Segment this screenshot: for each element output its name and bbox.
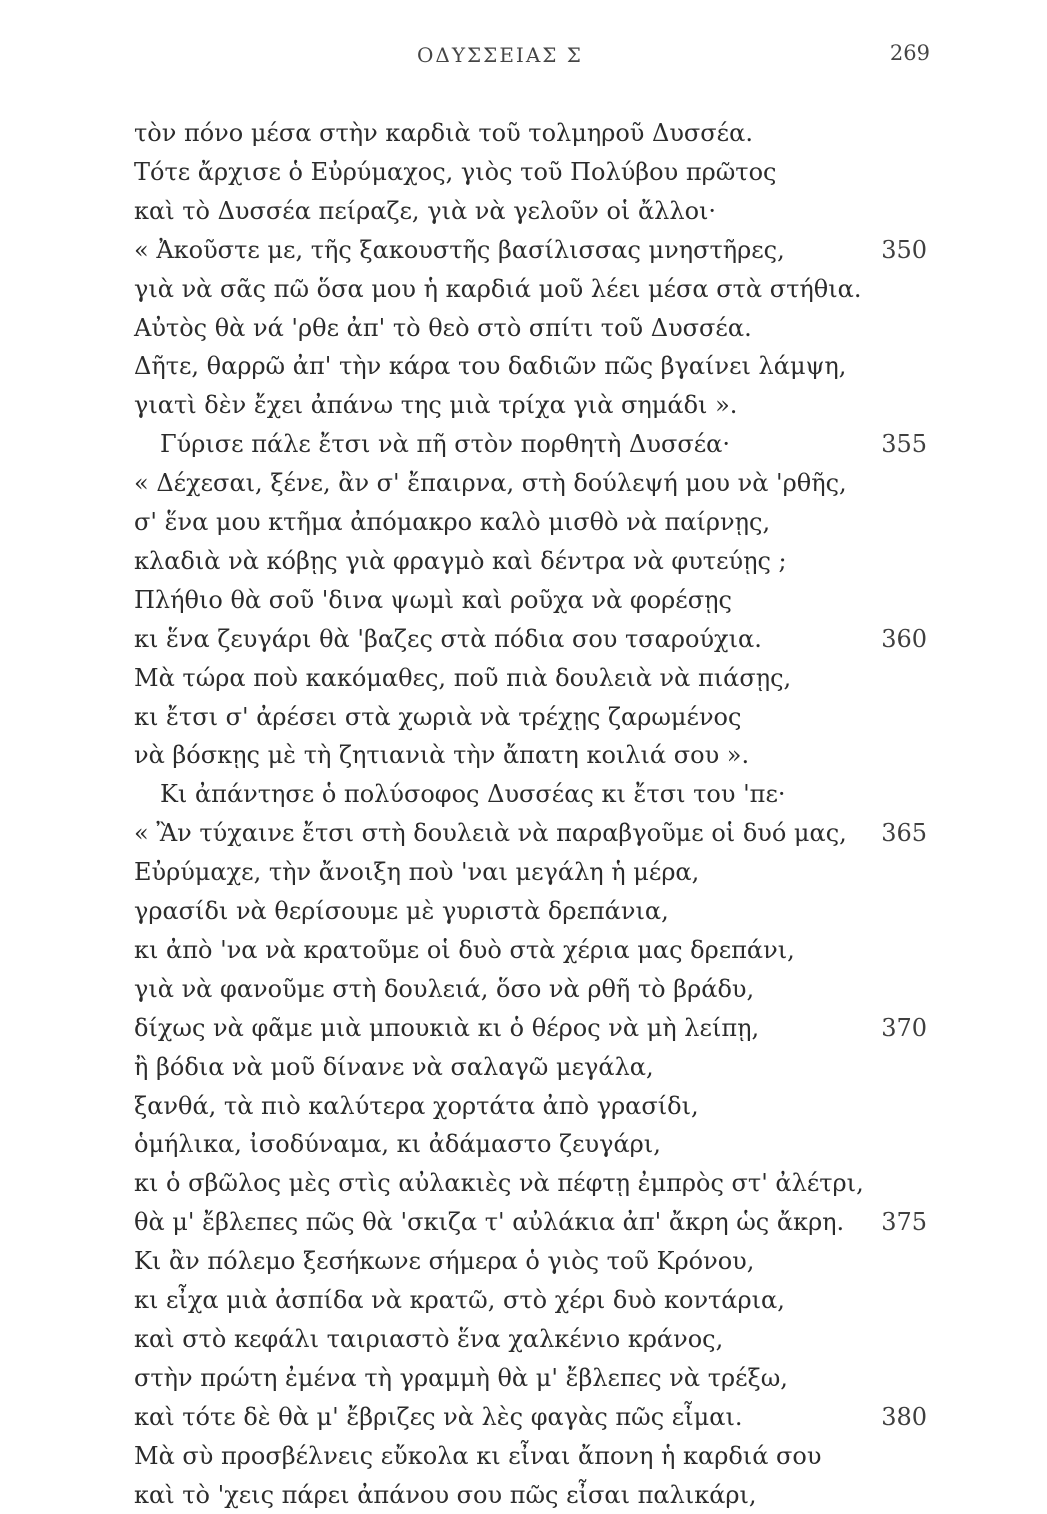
verse-text: γιατὶ δὲν ἔχει ἀπάνω της μιὰ τρίχα γιὰ σημάδι ». bbox=[134, 391, 738, 420]
verse-text: καὶ τότε δὲ θὰ μ' ἔβριζες νὰ λὲς φαγὰς πῶς εἶμαι. bbox=[134, 1402, 743, 1431]
verse-line bbox=[0, 311, 1047, 347]
verse-text: σ' ἕνα μου κτῆμα ἀπόμακρο καλὸ μισθὸ νὰ παίρνῃς, bbox=[134, 508, 771, 536]
verse-text: Γύρισε πάλε ἔτσι νὰ πῆ στὸν πορθητὴ Δυσσέα· bbox=[160, 430, 730, 459]
verse-text: « Ἀκοῦστε με, τῆς ξακουστῆς βασίλισσας μνηστῆρες, bbox=[134, 235, 785, 264]
verse-line bbox=[0, 894, 1047, 930]
verse-line bbox=[0, 855, 1047, 891]
verse-line bbox=[0, 1322, 1047, 1358]
verse-line bbox=[0, 155, 1047, 191]
page-number: 269 bbox=[889, 41, 930, 65]
verse-text: γρασίδι νὰ θερίσουμε μὲ γυριστὰ δρεπάνια, bbox=[134, 897, 669, 925]
verse-text: καὶ τὸ 'χεις πάρει ἀπάνου σου πῶς εἶσαι παλικάρι, bbox=[134, 1480, 757, 1509]
verse-line bbox=[0, 466, 1047, 502]
verse-line bbox=[0, 194, 1047, 230]
verse-text: καὶ τὸ Δυσσέα πείραζε, γιὰ νὰ γελοῦν οἱ ἄλλοι· bbox=[134, 196, 717, 225]
verse-text: ἢ βόδια νὰ μοῦ δίνανε νὰ σαλαγῶ μεγάλα, bbox=[134, 1052, 654, 1081]
verse-line bbox=[0, 272, 1047, 308]
verse-text: Εὐρύμαχε, τὴν ἄνοιξη ποὺ 'ναι μεγάλη ἡ μέρα, bbox=[134, 858, 700, 887]
verse-line bbox=[0, 583, 1047, 619]
line-number: 355 bbox=[881, 430, 927, 459]
verse-line bbox=[0, 1283, 1047, 1319]
verse-line bbox=[0, 738, 1047, 774]
line-number: 350 bbox=[881, 235, 927, 264]
verse-text: στὴν πρώτη ἐμένα τὴ γραμμὴ θὰ μ' ἔβλεπες νὰ τρέξω, bbox=[134, 1363, 788, 1392]
verse-text: Δῆτε, θαρρῶ ἀπ' τὴν κάρα του δαδιῶν πῶς βγαίνει λάμψη, bbox=[134, 352, 847, 381]
verse-text: καὶ στὸ κεφάλι ταιριαστὸ ἕνα χαλκένιο κράνος, bbox=[134, 1324, 724, 1353]
verse-line bbox=[0, 233, 1047, 269]
verse-text: κι ἔτσι σ' ἀρέσει στὰ χωριὰ νὰ τρέχῃς ζαρωμένος bbox=[134, 702, 742, 731]
verse-text: θὰ μ' ἔβλεπες πῶς θὰ 'σκιζα τ' αὐλάκια ἀπ' ἄκρη ὡς ἄκρη. bbox=[134, 1208, 845, 1237]
verse-line bbox=[0, 816, 1047, 852]
verse-text: Τότε ἄρχισε ὁ Εὐρύμαχος, γιὸς τοῦ Πολύβου πρῶτος bbox=[134, 157, 777, 186]
verse-line bbox=[0, 933, 1047, 969]
verse-line bbox=[0, 1089, 1047, 1125]
verse-line bbox=[0, 1127, 1047, 1163]
verse-line bbox=[0, 505, 1047, 541]
verse-text: γιὰ νὰ σᾶς πῶ ὅσα μου ἡ καρδιά μοῦ λέει μέσα στὰ στήθια. bbox=[134, 274, 862, 303]
line-number: 360 bbox=[881, 624, 927, 653]
line-number: 375 bbox=[881, 1208, 927, 1237]
verse-line bbox=[0, 1400, 1047, 1436]
verse-line bbox=[0, 1011, 1047, 1047]
verse-line bbox=[0, 622, 1047, 658]
running-head: ΟΔΥΣΣΕΙΑΣ Σ bbox=[417, 43, 583, 67]
verse-text: κι ἕνα ζευγάρι θὰ 'βαζες στὰ πόδια σου τσαρούχια. bbox=[134, 624, 762, 653]
verse-text: κι ἀπὸ 'να νὰ κρατοῦμε οἱ δυὸ στὰ χέρια μας δρεπάνι, bbox=[134, 935, 795, 964]
verse-text: κι ὁ σβῶλος μὲς στὶς αὐλακιὲς νὰ πέφτῃ ἐμπρὸς στ' ἀλέτρι, bbox=[134, 1169, 864, 1198]
verse-line bbox=[0, 1361, 1047, 1397]
line-number: 380 bbox=[881, 1402, 927, 1431]
verse-text: τὸν πόνο μέσα στὴν καρδιὰ τοῦ τολμηροῦ Δυσσέα. bbox=[134, 119, 753, 147]
verse-line bbox=[0, 544, 1047, 580]
verse-text: « Ἂν τύχαινε ἔτσι στὴ δουλειὰ νὰ παραβγοῦμε οἱ δυό μας, bbox=[134, 819, 847, 848]
verse-line bbox=[0, 1478, 1047, 1514]
verse-text: κι εἶχα μιὰ ἀσπίδα νὰ κρατῶ, στὸ χέρι δυὸ κοντάρια, bbox=[134, 1286, 785, 1314]
verse-text: Κι ἂν πόλεμο ξεσήκωνε σήμερα ὁ γιὸς τοῦ Κρόνου, bbox=[134, 1247, 755, 1276]
verse-text: νὰ βόσκῃς μὲ τὴ ζητιανιὰ τὴν ἄπατη κοιλιά σου ». bbox=[134, 741, 750, 770]
verse-text: Πλήθιο θὰ σοῦ 'δινα ψωμὶ καὶ ροῦχα νὰ φορέσῃς bbox=[134, 585, 732, 614]
verse-text: ξανθά, τὰ πιὸ καλύτερα χορτάτα ἀπὸ γρασίδι, bbox=[134, 1091, 699, 1120]
verse-line bbox=[0, 388, 1047, 424]
verse-line bbox=[0, 427, 1047, 463]
verse-line bbox=[0, 972, 1047, 1008]
verse-line bbox=[0, 1439, 1047, 1475]
verse-line bbox=[0, 1166, 1047, 1202]
verse-line bbox=[0, 700, 1047, 736]
verse-line bbox=[0, 777, 1047, 813]
verse-line bbox=[0, 1205, 1047, 1241]
verse-line bbox=[0, 1244, 1047, 1280]
verse-text: γιὰ νὰ φανοῦμε στὴ δουλειά, ὅσο νὰ ρθῆ τὸ βράδυ, bbox=[134, 974, 755, 1003]
verse-line bbox=[0, 1050, 1047, 1086]
verse-line bbox=[0, 116, 1047, 152]
verse-line bbox=[0, 661, 1047, 697]
verse-text: δίχως νὰ φᾶμε μιὰ μπουκιὰ κι ὁ θέρος νὰ μὴ λείπῃ, bbox=[134, 1013, 760, 1042]
verse-text: ὁμήλικα, ἰσοδύναμα, κι ἀδάμαστο ζευγάρι, bbox=[134, 1130, 661, 1159]
verse-text: « Δέχεσαι, ξένε, ἂν σ' ἔπαιρνα, στὴ δούλεψή μου νὰ 'ρθῆς, bbox=[134, 469, 847, 498]
verse-text: Μὰ σὺ προσβέλνεις εὔκολα κι εἶναι ἄπονη ἡ καρδιά σου bbox=[134, 1441, 822, 1470]
verse-text: Αὐτὸς θὰ νά 'ρθε ἀπ' τὸ θεὸ στὸ σπίτι τοῦ Δυσσέα. bbox=[134, 313, 752, 342]
verse-text: Μὰ τώρα ποὺ κακόμαθες, ποῦ πιὰ δουλειὰ νὰ πιάσῃς, bbox=[134, 663, 792, 692]
verse-text: κλαδιὰ νὰ κόβῃς γιὰ φραγμὸ καὶ δέντρα νὰ φυτεύῃς ; bbox=[134, 546, 787, 575]
line-number: 370 bbox=[881, 1013, 927, 1042]
verse-text: Κι ἀπάντησε ὁ πολύσοφος Δυσσέας κι ἔτσι του 'πε· bbox=[160, 780, 786, 809]
verse-line bbox=[0, 349, 1047, 385]
line-number: 365 bbox=[881, 819, 927, 848]
